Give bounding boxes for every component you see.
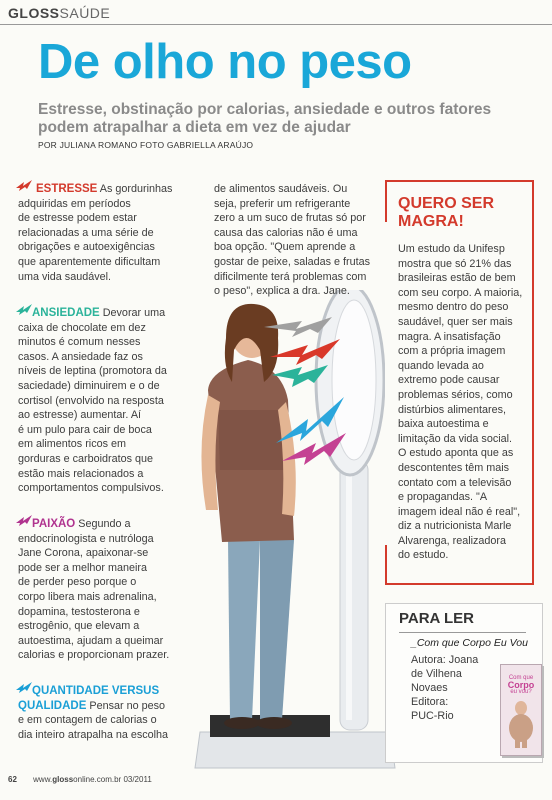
gray-arrow-icon: [264, 317, 332, 337]
red-arrow-icon: [270, 339, 340, 365]
page-number: 62: [8, 775, 17, 784]
para-ler-title: PARA LER: [399, 610, 474, 627]
sidebar-border-left-bottom: [385, 545, 387, 585]
sidebar-border-left-top: [385, 180, 387, 222]
website-link[interactable]: www.glossonline.com.br: [33, 775, 122, 784]
sidebar-title: QUERO SER MAGRA!: [398, 195, 495, 230]
subtitle-line: podem atrapalhar a dieta em vez de ajudar: [38, 119, 351, 136]
blue-arrow-icon: [276, 397, 344, 443]
book-cover-figure: [501, 698, 541, 748]
ansiedade-paragraph: ANSIEDADE Devorar uma caixa de chocolate em dez minutos é comum nesses casos. A ansiedade faz os níveis de leptina (promotora da saciedade) diminuirem e o de cortisol (envolvido na resposta ao estresse) aumentar. Aí é um pulo para cair de boca em alimentos ricos em gorduras e carboidratos que estão mais relacionados a comportamentos compulsivos.: [18, 307, 167, 495]
section-name: SAÚDE: [59, 5, 111, 21]
book-details: Autora: Joana de Vilhena Novaes Editora: PUC-Rio: [411, 654, 479, 722]
book-cover-image: Com que Corpo eu vou?: [500, 664, 542, 756]
quantidade-keyword: QUANTIDADE VERSUS: [32, 685, 160, 697]
green-arrow-icon: [272, 365, 328, 387]
book-title: _Com que Corpo Eu Vou: [411, 637, 528, 649]
estresse-paragraph: ESTRESSE As gordurinhas adquiridas em períodos de estresse podem estar relacionadas a uma série de obrigações e autoexigências que aparentemente dificultam uma vida saudável.: [18, 183, 173, 283]
byline: POR JULIANA ROMANO FOTO GABRIELLA ARAÚJO: [38, 140, 254, 150]
article-subtitle: [38, 101, 544, 137]
header-divider: [0, 24, 552, 25]
qualidade-keyword: QUALIDADE: [18, 699, 87, 712]
issue-date: 03/2011: [123, 775, 152, 784]
column-2-paragraph: de alimentos saudáveis. Ou seja, preferir um refrigerante zero a um suco de frutas só por causa das calorias não é uma boa opção. "Quem aprende a gostar de peixe, saladas e frutas dificilmente terá problemas com o peso", explica a dra. Jane.: [214, 183, 371, 298]
paixao-keyword: PAIXÃO: [32, 518, 76, 530]
subtitle-line: Estresse, obstinação por calorias, ansiedade e outros fatores: [38, 101, 492, 118]
article-title: De olho no peso: [38, 35, 412, 89]
section-header: [8, 5, 110, 21]
estresse-keyword: ESTRESSE: [36, 183, 98, 195]
zigzag-arrows-graphic: [262, 315, 382, 475]
paixao-paragraph: PAIXÃO Segundo a endocrinologista e nutróloga Jane Corona, apaixonar-se pode ser a melhor maneira de perder peso porque o corpo libera mais adrenalina, dopamina, testosterona e estrogênio, que elevam a autoestima, ajudam a queimar calorias e proporcionam prazer.: [18, 518, 170, 662]
quantidade-paragraph: QUANTIDADE VERSUS QUALIDADE Pensar no peso e em contagem de calorias o dia inteiro atrapalha na escolha: [18, 685, 169, 741]
purple-arrow-icon: [282, 433, 346, 465]
page-footer: [8, 775, 152, 784]
sidebar-body: Um estudo da Unifesp mostra que só 21% das brasileiras estão de bem com seu corpo. A maioria, mesmo dentro do peso saudável, quer ser mais magra. A insatisfação com a própria imagem quando levada ao extremo pode causar problemas sérios, como distúrbios alimentares, baixa autoestima e limitação da vida social. O estudo aponta que as descontentes têm mais contato com a televisão e propagandas. "A imagem ideal não é real", diz a nutricionista Marle Alvarenga, realizadora do estudo.: [398, 243, 523, 562]
brand-name: GLOSS: [8, 5, 60, 21]
ansiedade-keyword: ANSIEDADE: [32, 307, 100, 319]
para-ler-divider: [399, 632, 526, 633]
